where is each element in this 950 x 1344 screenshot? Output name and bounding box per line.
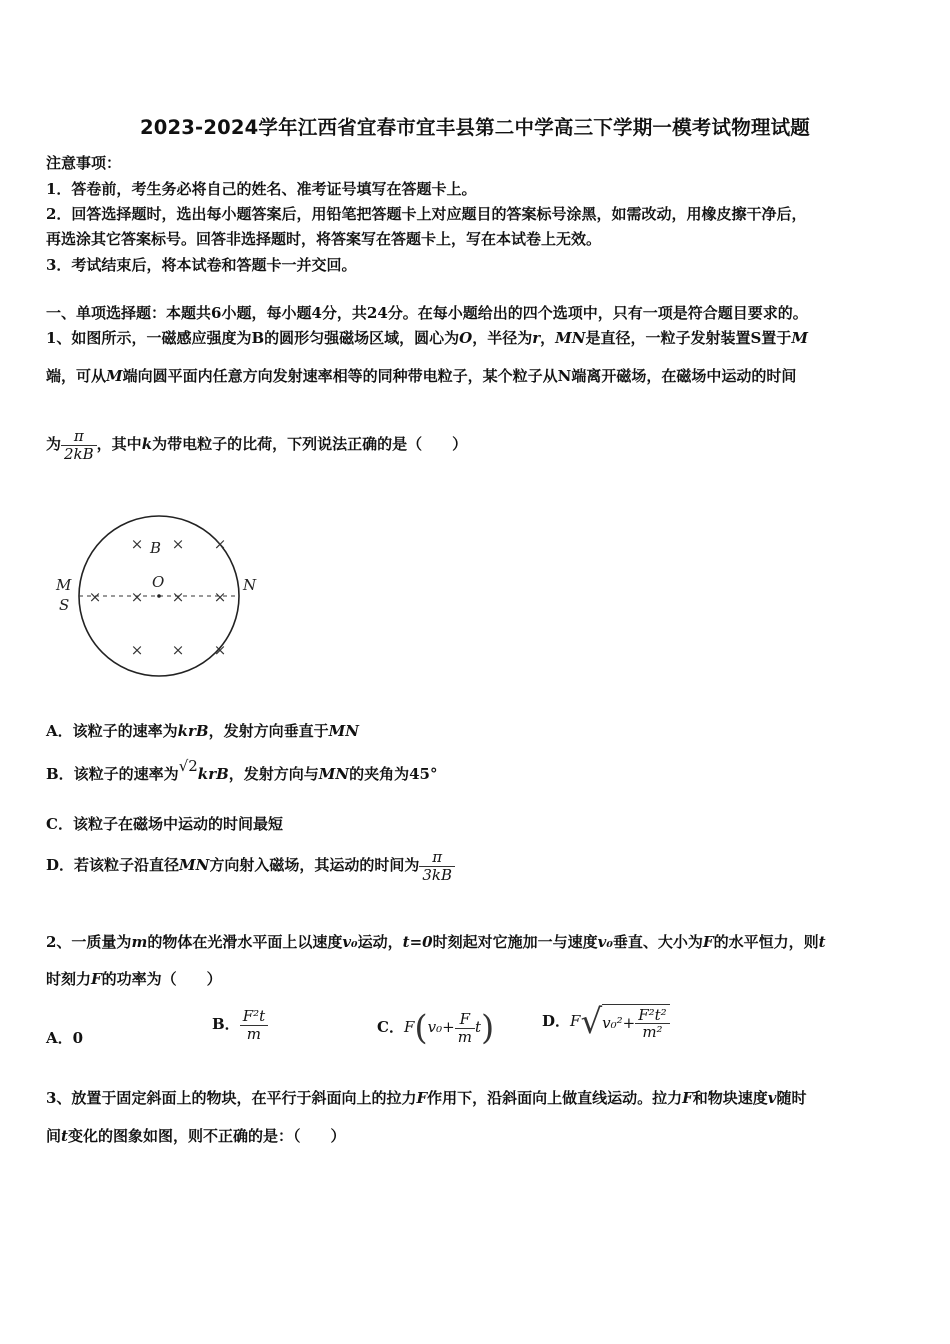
label-B: B (150, 539, 162, 557)
q1-time-fraction: $\frac{\pi}{2kB}$ (61, 428, 97, 462)
q1-line2: 端，可从M端向圆平面内任意方向发射速率相等的同种带电粒子，某个粒子从N端离开磁场，在磁场中运动的时间 (46, 367, 797, 385)
cross-mark: × (130, 641, 144, 659)
notice-item-3: 3．考试结束后，将本试卷和答题卡一并交回。 (46, 256, 357, 274)
magnetic-field-figure (50, 508, 270, 688)
q1-option-d[interactable]: D．若该粒子沿直径MN方向射入磁场，其运动的时间为 $\frac{\pi}{3kB}$ (46, 849, 455, 883)
cross-mark: × (171, 535, 185, 553)
q1-option-a[interactable]: A．该粒子的速率为krB，发射方向垂直于MN (46, 722, 359, 740)
cross-mark: × (88, 588, 102, 606)
q3-line2: 间t变化的图象如图，则不正确的是：（ ） (46, 1127, 346, 1145)
section-heading: 一、单项选择题：本题共6小题，每小题4分，共24分。在每小题给出的四个选项中，只有一项是符合题目要求的。 (46, 304, 808, 322)
q1-line3: 为 $\frac{\pi}{2kB}$ ，其中k为带电粒子的比荷，下列说法正确的是（ ） (46, 427, 468, 463)
cross-mark: × (130, 588, 144, 606)
cross-mark: × (213, 588, 227, 606)
notice-item-1: 1．答卷前，考生务必将自己的姓名、准考证号填写在答题卡上。 (46, 180, 477, 198)
q1-line1: 1、如图所示，一磁感应强度为B的圆形匀强磁场区域，圆心为O，半径为r，MN是直径，一粒子发射装置S置于M (46, 329, 808, 347)
q2-option-d[interactable]: D．F√v₀²+ $\frac{\text{F²t²}}{\text{m²}}$ (542, 1002, 670, 1042)
q3-line1: 3、放置于固定斜面上的物块，在平行于斜面向上的拉力F作用下，沿斜面向上做直线运动。拉力F和物块速度v随时 (46, 1089, 807, 1107)
q2-option-a[interactable]: A．0 (46, 1029, 84, 1047)
q2-line1: 2、一质量为m的物体在光滑水平面上以速度v₀运动，t=0时刻起对它施加一与速度v₀垂直、大小为F的水平恒力，则t (46, 933, 826, 951)
label-M: M (56, 576, 72, 594)
notice-heading: 注意事项： (46, 154, 122, 172)
label-O: O (152, 573, 165, 591)
q2-option-c[interactable]: C．F(v₀+ $\frac{F}{m}$ t) (377, 1008, 495, 1048)
notice-item-2: 2．回答选择题时，选出每小题答案后，用铅笔把答题卡上对应题目的答案标号涂黑，如需改动，用橡皮擦干净后， (46, 205, 807, 223)
cross-mark: × (213, 641, 227, 659)
q1-d-fraction: $\frac{\pi}{3kB}$ (419, 849, 455, 883)
q1-option-b[interactable]: B．该粒子的速率为√2krB，发射方向与MN的夹角为45° (46, 757, 438, 783)
cross-mark: × (171, 588, 185, 606)
cross-mark: × (213, 535, 227, 553)
notice-item-2-cont: 再选涂其它答案标号。回答非选择题时，将答案写在答题卡上，写在本试卷上无效。 (46, 230, 602, 248)
page-title: 2023-2024学年江西省宜春市宜丰县第二中学高三下学期一模考试物理试题 (139, 116, 811, 139)
q2-option-b[interactable]: B． $\frac{\text{F²t}}{m}$ (212, 1008, 268, 1042)
q2-line2: 时刻力F的功率为（ ） (46, 970, 222, 988)
q1-option-c[interactable]: C．该粒子在磁场中运动的时间最短 (46, 815, 283, 833)
cross-mark: × (171, 641, 185, 659)
label-N: N (243, 576, 257, 594)
label-S: S (59, 596, 70, 614)
cross-mark: × (130, 535, 144, 553)
